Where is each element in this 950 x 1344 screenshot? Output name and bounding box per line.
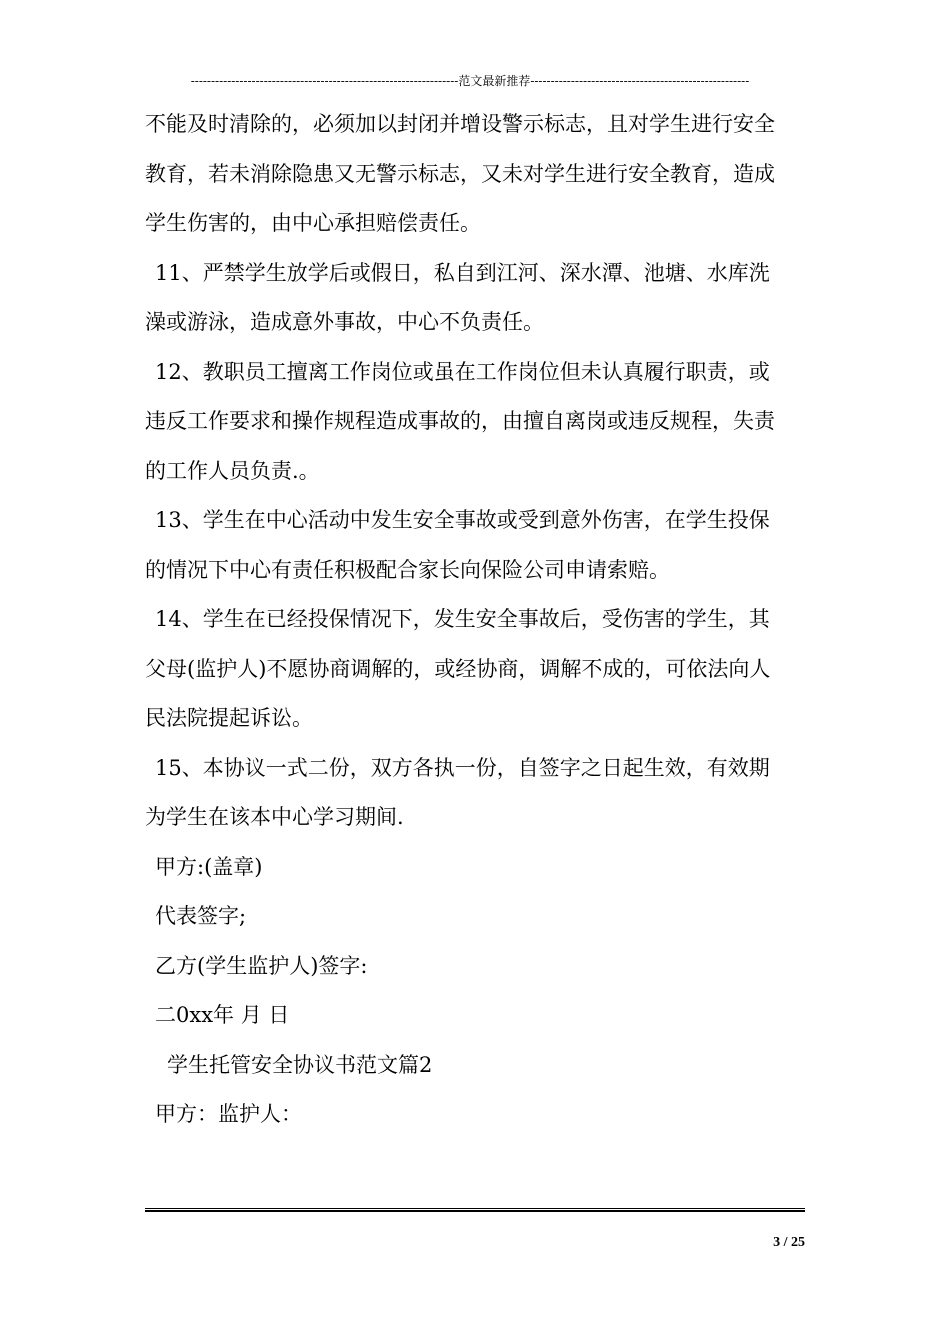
section-title: 学生托管安全协议书范文篇2 [167, 1052, 433, 1077]
clause-11: 11、严禁学生放学后或假日，私自到江河、深水潭、池塘、水库洗 [155, 260, 770, 285]
clause-13: 13、学生在中心活动中发生安全事故或受到意外伤害，在学生投保 [155, 508, 770, 532]
page-number: 3 / 25 [773, 1235, 805, 1250]
paragraph-line: 教育，若未消除隐患又无警示标志，又未对学生进行安全教育，造成 [145, 161, 775, 186]
party-b-signature: 乙方(学生监护人)签字: [155, 953, 368, 978]
date-line: 二0xx年 月 日 [155, 1003, 290, 1027]
paragraph-line: 违反工作要求和操作规程造成事故的，由擅自离岗或违反规程，失责 [145, 409, 775, 433]
clause-14: 14、学生在已经投保情况下，发生安全事故后，受伤害的学生，其 [155, 607, 770, 631]
representative-signature: 代表签字; [155, 904, 247, 928]
clause-15: 15、本协议一式二份，双方各执一份，自签字之日起生效，有效期 [155, 755, 770, 780]
paragraph-line: 的情况下中心有责任积极配合家长向保险公司申请索赔。 [145, 557, 670, 582]
clause-12: 12、教职员工擅离工作岗位或虽在工作岗位但未认真履行职责，或 [155, 359, 770, 384]
document-body [145, 112, 810, 1152]
paragraph-line: 不能及时清除的，必须加以封闭并增设警示标志，且对学生进行安全 [145, 112, 775, 136]
paragraph-line: 澡或游泳，造成意外事故，中心不负责任。 [145, 310, 544, 334]
paragraph-line: 民法院提起诉讼。 [145, 706, 313, 730]
footer-rule [145, 1208, 805, 1212]
page-header: ------------------------------------------------------------------范文最新推荐------------------------------------------------------ [190, 74, 750, 88]
paragraph-line: 的工作人员负责.。 [145, 458, 320, 483]
party-a-guardian: 甲方：监护人： [155, 1102, 302, 1126]
paragraph-line: 学生伤害的，由中心承担赔偿责任。 [145, 211, 481, 235]
party-a-seal: 甲方:(盖章) [155, 854, 263, 879]
paragraph-line: 父母(监护人)不愿协商调解的，或经协商，调解不成的，可依法向人 [145, 656, 771, 681]
paragraph-line: 为学生在该本中心学习期间. [145, 805, 404, 829]
